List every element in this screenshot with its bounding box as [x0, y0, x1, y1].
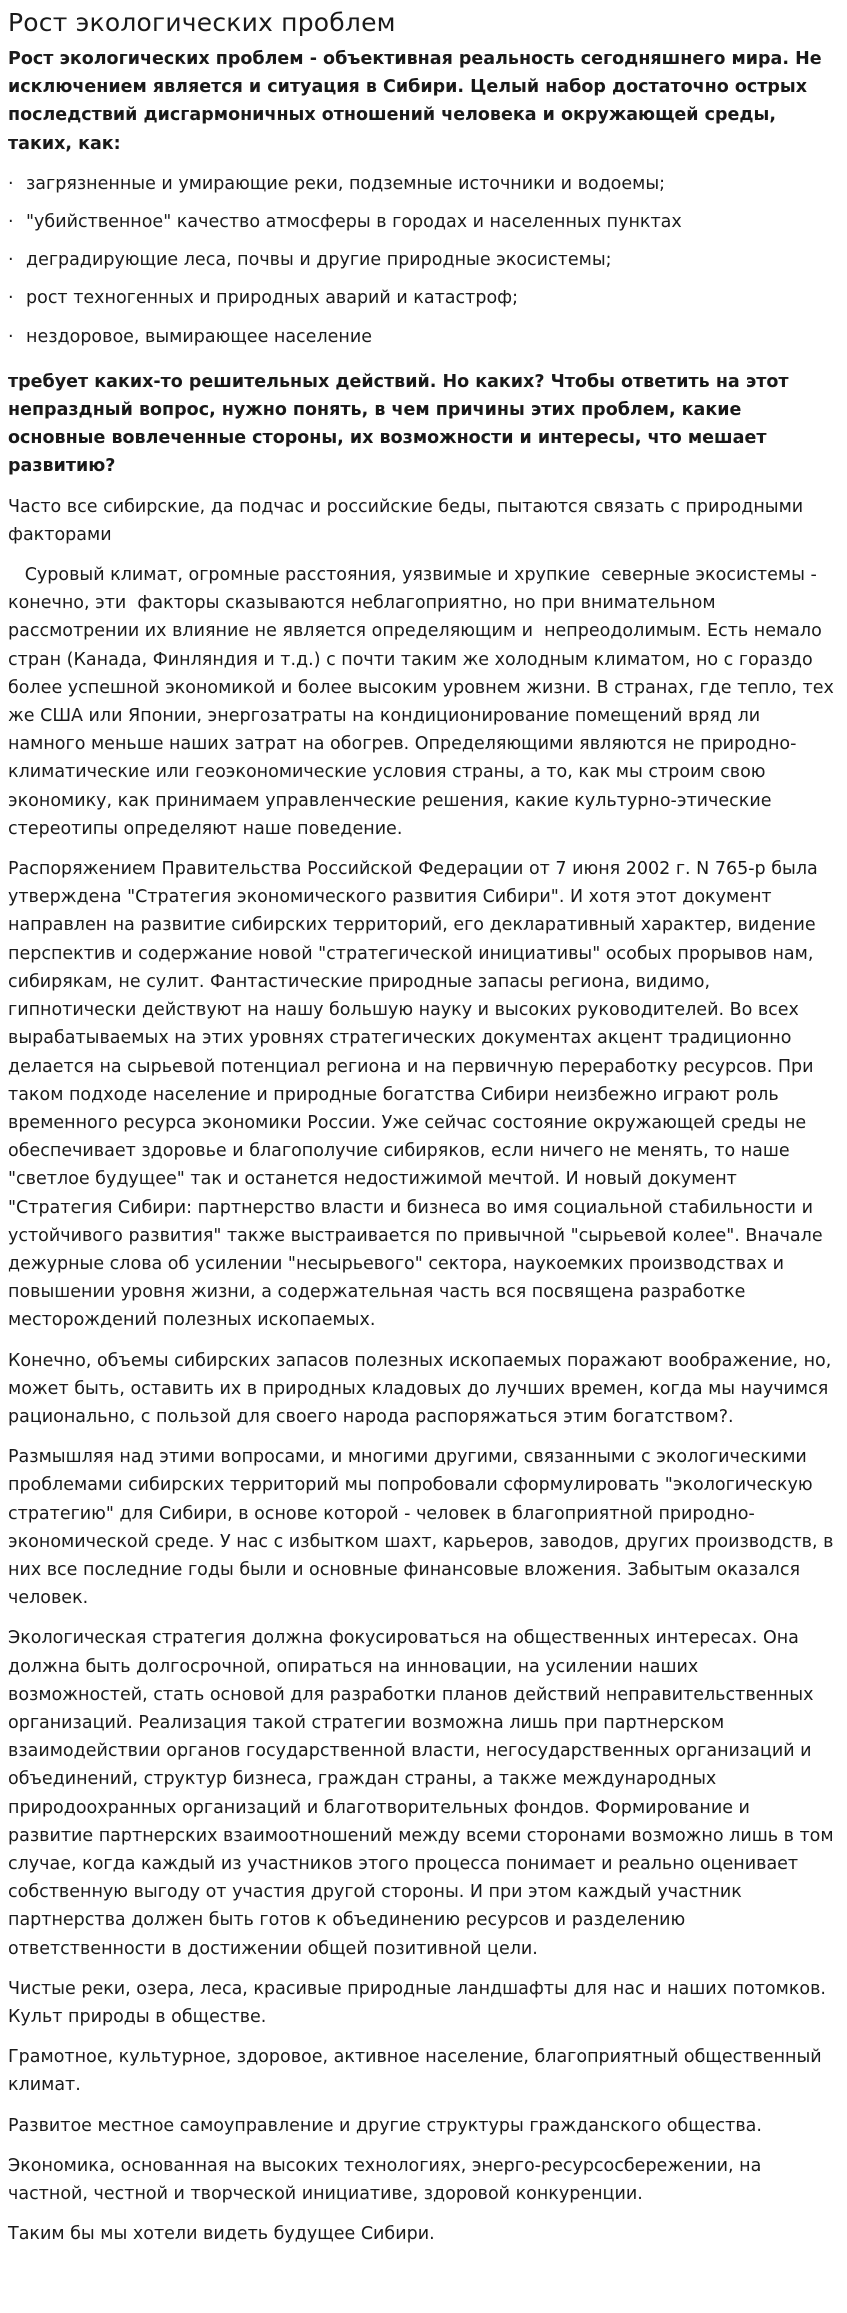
body-paragraph: Таким бы мы хотели видеть будущее Сибири. [8, 2224, 435, 2245]
bullet-icon: · [8, 288, 14, 309]
list-item-text: "убийственное" качество атмосферы в городах и населенных пунктах [26, 212, 682, 233]
body-paragraph: Суровый климат, огромные расстояния, уязвимые и хрупкие северные экосистемы - конечно, эти факторы сказываются неблагоприятно, но при внимательном рассмотрении их влияние не является определяющим и непреодолимым. Есть немало стран (Канада, Финляндия и т.д.) с почти таким же холодным климатом, но с гораздо более успешной экономикой и более высоким уровнем жизни. В странах, где тепло, тех же США или Японии, энергозатраты на кондиционирование помещений вряд ли намного меньше наших затрат на обогрев. Определяющими являются не природно-климатические или геоэкономические условия страны, а то, как мы строим свою экономику, как принимаем управленческие решения, какие культурно-этические стереотипы определяют наше поведение. [8, 565, 840, 839]
intro-paragraph: Рост экологических проблем - объективная реальность сегодняшнего мира. Не исключением является и ситуация в Сибири. Целый набор достаточно острых последствий дисгармоничных отношений человека и окружающей среды, таких, как: [8, 49, 822, 154]
body-paragraph: Экологическая стратегия должна фокусироваться на общественных интересах. Она должна быть долгосрочной, опираться на инновации, на усилении наших возможностей, стать основой для разработки планов действий неправительственных организаций. Реализация такой стратегии возможна лишь при партнерском взаимодействии органов государственной власти, негосударственных организаций и объединений, структур бизнеса, граждан страны, а также международных природоохранных организаций и благотворительных фондов. Формирование и развитие партнерских взаимоотношений между всеми сторонами возможно лишь в том случае, когда каждый из участников этого процесса понимает и реально оценивает собственную выгоду от участия другой стороны. И при этом каждый участник партнерства должен быть готов к объединению ресурсов и разделению ответственности в достижении общей позитивной цели. [8, 1628, 834, 1959]
body-paragraph: Развитое местное самоуправление и другие структуры гражданского общества. [8, 2115, 762, 2136]
body-paragraph: Часто все сибирские, да подчас и российские беды, пытаются связать с природными факторами [8, 496, 804, 545]
article-title: Рост экологических проблем [8, 8, 396, 37]
list-item-text: нездоровое, вымирающее население [26, 326, 372, 347]
bullet-icon: · [8, 173, 14, 194]
bullet-icon: · [8, 326, 14, 347]
list-item [8, 208, 835, 246]
list-item-text: деградирующие леса, почвы и другие природные экосистемы; [26, 250, 612, 271]
bullet-icon: · [8, 212, 14, 233]
question-paragraph: требует каких-то решительных действий. Но каких? Чтобы ответить на этот непраздный вопрос, нужно понять, в чем причины этих проблем, какие основные вовлеченные стороны, их возможности и интересы, что мешает развитию? [8, 371, 789, 477]
body-paragraph: Экономика, основанная на высоких технологиях, энерго-ресурсосбережении, на частной, честной и творческой инициативе, здоровой конкуренции. [8, 2155, 762, 2205]
bullet-icon: · [8, 250, 14, 271]
list-item-text: загрязненные и умирающие реки, подземные источники и водоемы; [26, 173, 666, 194]
body-paragraph: Конечно, объемы сибирских запасов полезных ископаемых поражают воображение, но, может быть, оставить их в природных кладовых до лучших времен, когда мы научимся рационально, с пользой для своего народа распоряжаться этим богатством?. [8, 1350, 832, 1427]
problem-list [8, 170, 835, 361]
body-paragraph: Размышляя над этими вопросами, и многими другими, связанными с экологическими проблемами сибирских территорий мы попробовали сформулировать "экологическую стратегию" для Сибири, в основе которой - человек в благоприятной природно-экономической среде. У нас с избытком шахт, карьеров, заводов, других производств, в них все последние годы были и основные финансовые вложения. Забытым оказался человек. [8, 1447, 834, 1609]
list-item [8, 170, 835, 208]
body-paragraph: Распоряжением Правительства Российской Федерации от 7 июня 2002 г. N 765-р была утверждена "Стратегия экономического развития Сибири". И хотя этот документ направлен на развитие сибирских территорий, его декларативный характер, видение перспектив и содержание новой "стратегической инициативы" особых прорывов нам, сибирякам, не сулит. Фантастические природные запасы региона, видимо, гипнотически действуют на нашу большую науку и высоких руководителей. Во всех вырабатываемых на этих уровнях стратегических документах акцент традиционно делается на сырьевой потенциал региона и на первичную переработку ресурсов. При таком подходе население и природные богатства Сибири неизбежно играют роль временного ресурса экономики России. Уже сейчас состояние окружающей среды не обеспечивает здоровье и благополучие сибиряков, если ничего не менять, то наше "светлое будущее" так и останется недостижимой мечтой. И новый документ "Стратегия Сибири: партнерство власти и бизнеса во имя социальной стабильности и устойчивого развития" также выстраивается по привычной "сырьевой колее". Вначале дежурные слова об усилении "несырьевого" сектора, наукоемких производствах и повышении уровня жизни, а содержательная часть вся посвящена разработке месторождений полезных ископаемых. [8, 859, 823, 1331]
list-item [8, 284, 835, 322]
list-item-text: рост техногенных и природных аварий и катастроф; [26, 288, 519, 309]
list-item [8, 246, 835, 284]
body-paragraph: Грамотное, культурное, здоровое, активное население, благоприятный общественный климат. [8, 2047, 822, 2096]
body-paragraph: Чистые реки, озера, леса, красивые природные ландшафты для нас и наших потомков. Культ природы в обществе. [8, 1978, 826, 2027]
list-item [8, 323, 835, 361]
